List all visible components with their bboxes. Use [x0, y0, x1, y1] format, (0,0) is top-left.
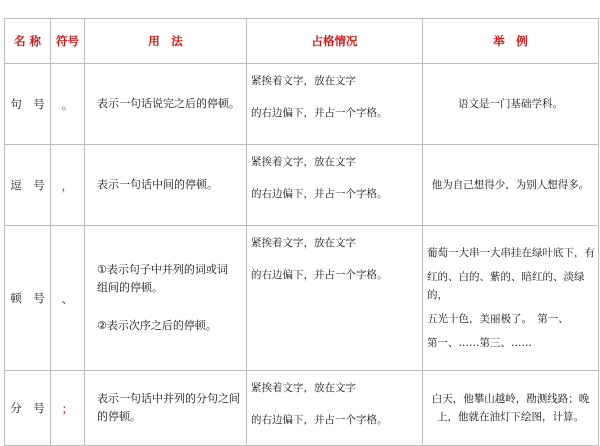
row-name-cell: 顿 号	[5, 226, 51, 371]
position-line: 紧挨着文字，放在文字	[251, 382, 356, 394]
row-symbol-cell: 。	[51, 64, 85, 145]
row-name-cell: 分 号	[5, 371, 51, 446]
table-row	[5, 145, 599, 226]
example-line: 上，他就在油灯下绘图，计算。	[437, 411, 584, 423]
table-row	[5, 371, 599, 446]
position-line: 紧挨着文字，放在文字	[251, 75, 356, 87]
row-symbol-cell: ，	[51, 145, 85, 226]
example-line: 五光十色，美丽极了。 第一、	[427, 313, 569, 325]
row-usage-cell	[85, 371, 247, 446]
position-line: 的右边偏下，并占一个字格。	[251, 269, 388, 281]
header-name: 名 称	[5, 19, 51, 64]
position-line: 的右边偏下，并占一个字格。	[251, 414, 388, 426]
header-usage: 用 法	[85, 19, 247, 64]
row-position-cell	[247, 226, 423, 371]
usage-line: ②表示次序之后的停顿。	[97, 319, 217, 332]
usage-line: 表示一句话中并列的分句之间	[97, 392, 240, 405]
position-line: 紧挨着文字，放在文字	[251, 156, 356, 168]
row-symbol-cell: ；	[51, 371, 85, 446]
row-example-cell	[423, 226, 599, 371]
position-line: 的右边偏下，并占一个字格。	[251, 188, 388, 200]
punctuation-usage-table	[4, 18, 599, 446]
position-line: 紧挨着文字，放在文字	[251, 237, 356, 249]
header-example: 举 例	[423, 19, 599, 64]
usage-line: ①表示句子中并列的词或词	[97, 263, 228, 276]
header-position: 占格情况	[247, 19, 423, 64]
table-row	[5, 64, 599, 145]
row-example-cell	[423, 64, 599, 145]
row-position-cell	[247, 145, 423, 226]
example-line: 红的、白的、紫的、暗红的、淡绿的，	[427, 271, 585, 301]
row-position-cell	[247, 64, 423, 145]
row-symbol-cell: 、	[51, 226, 85, 371]
example-line: 他为自己想得少，为别人想得多。	[431, 179, 590, 191]
usage-line: 的停顿。	[97, 410, 141, 423]
table-row	[5, 226, 599, 371]
example-line: 语文是一门基础学科。	[458, 98, 563, 110]
usage-line: 表示一句话说完之后的停顿。	[97, 97, 240, 110]
row-usage-cell	[85, 226, 247, 371]
example-line: 第一、……第三、……	[427, 337, 532, 349]
table-header-row	[5, 19, 599, 64]
usage-line: 表示一句话中间的停顿。	[97, 178, 218, 191]
example-line: 葡萄一大串一大串挂在绿叶底下，有	[427, 247, 595, 259]
row-name-cell: 逗 号	[5, 145, 51, 226]
row-example-cell	[423, 371, 599, 446]
row-usage-cell	[85, 145, 247, 226]
position-line: 的右边偏下，并占一个字格。	[251, 107, 388, 119]
row-position-cell	[247, 371, 423, 446]
example-line: 白天，他攀山越岭，勘测线路；晚	[431, 393, 590, 405]
usage-line: 组间的停顿。	[97, 281, 163, 294]
row-example-cell	[423, 145, 599, 226]
row-usage-cell	[85, 64, 247, 145]
row-name-cell: 句 号	[5, 64, 51, 145]
header-symbol: 符号	[51, 19, 85, 64]
